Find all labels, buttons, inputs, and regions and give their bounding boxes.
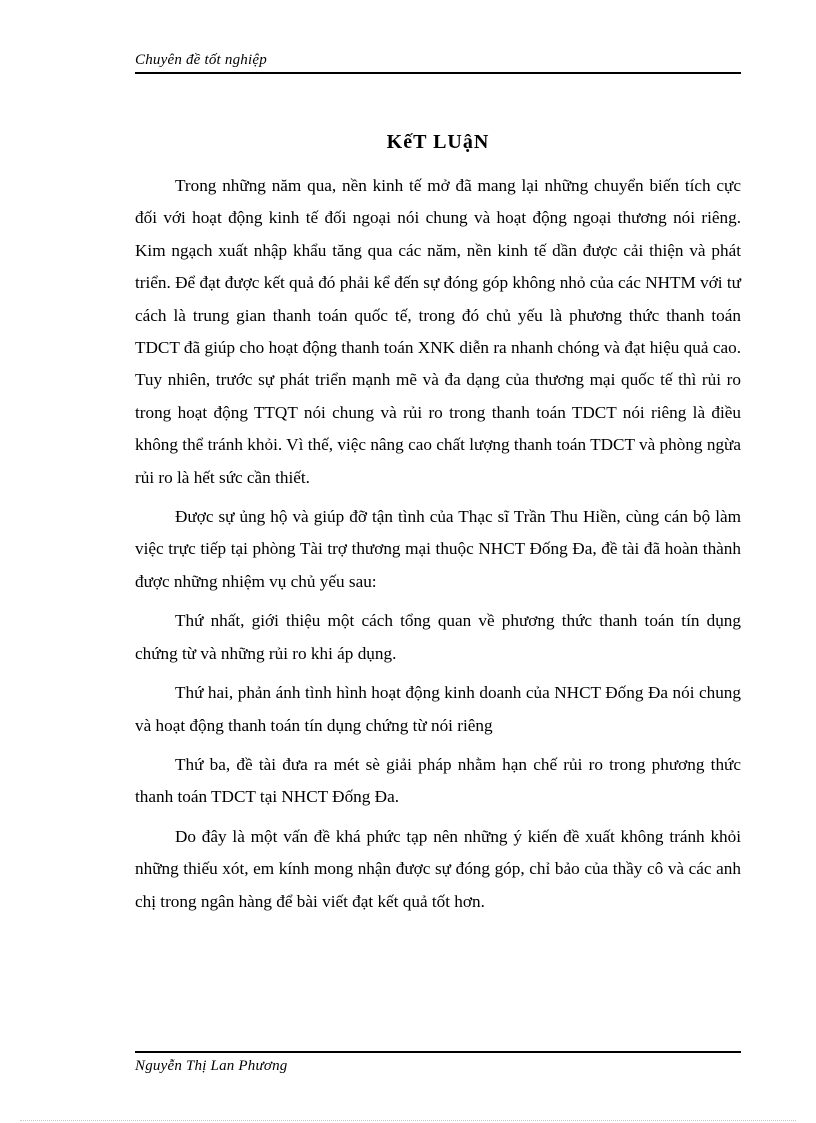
page-edge-divider — [20, 1120, 796, 1121]
header-text: Chuyên đề tốt nghiệp — [135, 52, 267, 68]
page-header — [135, 48, 741, 74]
paragraph-intro: Trong những năm qua, nền kinh tế mở đã mang lại những chuyển biến tích cực đối với hoạt động kinh tế đối ngoại nói chung và hoạt động ngoại thương nói riêng. Kim ngạch xuất nhập khẩu tăng qua các năm, nền kinh tế dần được cải thiện và phát triển. Để đạt được kết quả đó phải kể đến sự đóng góp không nhỏ của các NHTM với tư cách là trung gian thanh toán quốc tế, trong đó chủ yếu là phương thức thanh toán TDCT đã giúp cho hoạt động thanh toán XNK diễn ra nhanh chóng và đạt hiệu quả cao. Tuy nhiên, trước sự phát triển mạnh mẽ và đa dạng của thương mại quốc tế thì rủi ro trong hoạt động TTQT nói chung và rủi ro trong thanh toán TDCT nói riêng là điều không thể tránh khỏi. Vì thế, việc nâng cao chất lượng thanh toán TDCT và phòng ngừa rủi ro là hết sức cần thiết. — [135, 176, 741, 487]
paragraph-closing: Do đây là một vấn đề khá phức tạp nên những ý kiến đề xuất không tránh khỏi những thiếu xót, em kính mong nhận được sự đóng góp, chỉ bảo của thầy cô và các anh chị trong ngân hàng để bài viết đạt kết quả tốt hơn. — [135, 826, 741, 911]
paragraph-acknowledgement: Được sự ủng hộ và giúp đỡ tận tình của Thạc sĩ Trần Thu Hiền, cùng cán bộ làm việc trực tiếp tại phòng Tài trợ thương mại thuộc NHCT Đống Đa, đề tài đã hoàn thành được những nhiệm vụ chủ yếu sau: — [135, 507, 741, 591]
page-title: KếT LUậN — [386, 131, 490, 153]
paragraph-first-task: Thứ nhất, giới thiệu một cách tổng quan về phương thức thanh toán tín dụng chứng từ và những rủi ro khi áp dụng. — [135, 611, 741, 663]
footer-author: Nguyễn Thị Lan Phương — [135, 1058, 288, 1074]
paragraph-second-task: Thứ hai, phản ánh tình hình hoạt động kinh doanh của NHCT Đống Đa nói chung và hoạt động thanh toán tín dụng chứng từ nói riêng — [135, 683, 741, 735]
document-body — [135, 170, 741, 925]
page-footer — [135, 1051, 741, 1074]
paragraph-third-task: Thứ ba, đề tài đưa ra mét sè giải pháp nhằm hạn chế rủi ro trong phương thức thanh toán TDCT tại NHCT Đống Đa. — [135, 754, 741, 807]
